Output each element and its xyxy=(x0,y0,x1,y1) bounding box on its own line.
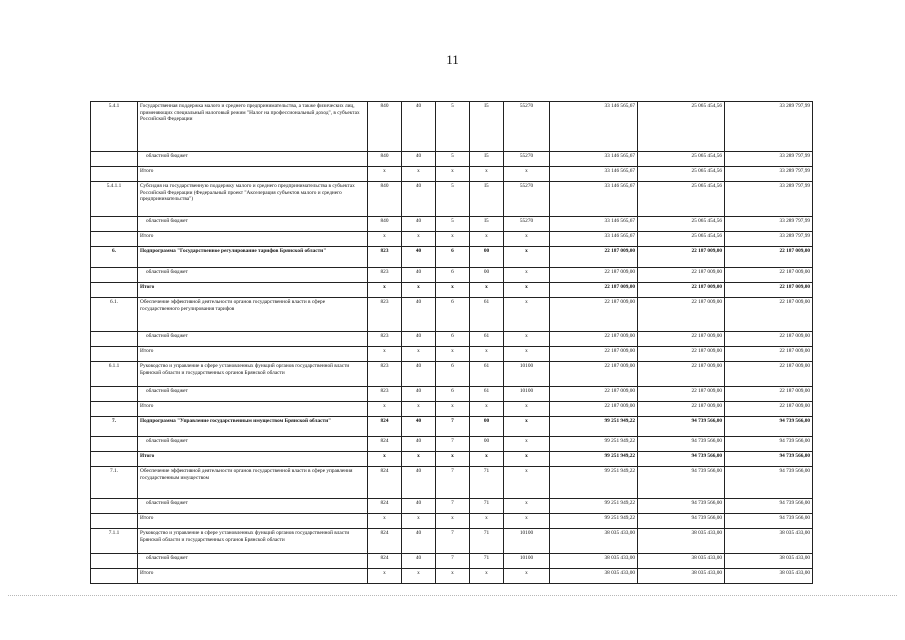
cell-item-name: Субсидия на государственную поддержку малого и среднего предпринимательства в субъектах Российской Федерации (Федеральный проект "Акселерация субъектов малого и среднего предпринимательства") xyxy=(138,182,368,217)
cell-amount-2: 38 035 433,00 xyxy=(638,554,725,569)
table-row xyxy=(91,152,813,167)
cell-amount-3: 22 187 009,00 xyxy=(725,283,813,298)
cell-code-2: x xyxy=(402,452,436,467)
cell-amount-1: 33 146 565,67 xyxy=(550,167,638,182)
cell-amount-1: 22 187 009,00 xyxy=(550,283,638,298)
cell-amount-2: 94 739 566,00 xyxy=(638,499,725,514)
cell-code-5: x xyxy=(504,437,550,452)
cell-code-2: 40 xyxy=(402,102,436,152)
cell-amount-1: 22 187 009,00 xyxy=(550,387,638,402)
table-row xyxy=(91,362,813,387)
page-number: 11 xyxy=(446,52,459,67)
table-row xyxy=(91,182,813,217)
cell-code-5: 55270 xyxy=(504,102,550,152)
cell-code-1: 823 xyxy=(368,247,402,268)
cell-code-3: x xyxy=(436,514,470,529)
cell-item-name: Итого xyxy=(138,452,368,467)
cell-code-1: x xyxy=(368,283,402,298)
table-row xyxy=(91,402,813,417)
cell-amount-1: 33 146 565,67 xyxy=(550,152,638,167)
cell-amount-3: 38 035 433,00 xyxy=(725,569,813,584)
cell-amount-1: 22 187 009,00 xyxy=(550,332,638,347)
cell-amount-2: 38 035 433,00 xyxy=(638,569,725,584)
cell-item-number xyxy=(91,217,138,232)
cell-code-2: 40 xyxy=(402,387,436,402)
cell-amount-3: 33 289 797,99 xyxy=(725,152,813,167)
cell-code-2: 40 xyxy=(402,499,436,514)
cell-code-2: 40 xyxy=(402,437,436,452)
cell-amount-2: 25 065 454,56 xyxy=(638,232,725,247)
cell-code-2: 40 xyxy=(402,217,436,232)
cell-code-5: x xyxy=(504,167,550,182)
cell-amount-1: 99 251 949,22 xyxy=(550,452,638,467)
cell-code-4: 61 xyxy=(470,298,504,332)
cell-code-1: 824 xyxy=(368,529,402,554)
cell-code-2: 40 xyxy=(402,298,436,332)
cell-amount-1: 33 146 565,67 xyxy=(550,102,638,152)
cell-item-number: 5.4.1.1 xyxy=(91,182,138,217)
cell-amount-1: 22 187 009,00 xyxy=(550,268,638,283)
cell-code-1: 840 xyxy=(368,182,402,217)
cell-code-4: I5 xyxy=(470,182,504,217)
cell-code-3: 5 xyxy=(436,182,470,217)
cell-amount-3: 22 187 009,00 xyxy=(725,402,813,417)
cell-amount-3: 94 739 566,00 xyxy=(725,514,813,529)
cell-amount-3: 33 289 797,99 xyxy=(725,232,813,247)
cell-amount-3: 33 289 797,99 xyxy=(725,182,813,217)
cell-code-5: x xyxy=(504,232,550,247)
cell-code-3: x xyxy=(436,232,470,247)
cell-amount-3: 22 187 009,00 xyxy=(725,387,813,402)
cell-amount-2: 22 187 009,00 xyxy=(638,247,725,268)
cell-code-5: 10100 xyxy=(504,554,550,569)
cell-amount-3: 94 739 566,00 xyxy=(725,452,813,467)
cell-amount-1: 22 187 009,00 xyxy=(550,247,638,268)
cell-code-4: x xyxy=(470,514,504,529)
cell-code-4: 71 xyxy=(470,529,504,554)
cell-code-1: x xyxy=(368,514,402,529)
cell-code-3: x xyxy=(436,402,470,417)
cell-code-3: 5 xyxy=(436,152,470,167)
cell-amount-1: 33 146 565,67 xyxy=(550,217,638,232)
cell-item-name: Итого xyxy=(138,283,368,298)
cell-item-name: Итого xyxy=(138,347,368,362)
cell-amount-2: 38 035 433,00 xyxy=(638,529,725,554)
cell-amount-2: 22 187 009,00 xyxy=(638,332,725,347)
cell-code-1: 824 xyxy=(368,499,402,514)
cell-code-3: 6 xyxy=(436,298,470,332)
cell-amount-2: 94 739 566,00 xyxy=(638,437,725,452)
cell-amount-3: 94 739 566,00 xyxy=(725,499,813,514)
cell-item-name: областной бюджет xyxy=(138,332,368,347)
cell-code-5: 10100 xyxy=(504,362,550,387)
cell-amount-2: 94 739 566,00 xyxy=(638,452,725,467)
cell-code-2: 40 xyxy=(402,152,436,167)
cell-code-2: x xyxy=(402,167,436,182)
cell-amount-2: 22 187 009,00 xyxy=(638,347,725,362)
cell-item-name: областной бюджет xyxy=(138,217,368,232)
cell-code-3: x xyxy=(436,167,470,182)
cell-code-5: 55270 xyxy=(504,217,550,232)
cell-code-4: x xyxy=(470,232,504,247)
cell-amount-3: 94 739 566,00 xyxy=(725,467,813,499)
cell-amount-2: 25 065 454,56 xyxy=(638,102,725,152)
cell-code-1: 823 xyxy=(368,362,402,387)
cell-amount-1: 99 251 949,22 xyxy=(550,417,638,437)
cell-code-5: x xyxy=(504,499,550,514)
cell-code-4: x xyxy=(470,167,504,182)
cell-item-number xyxy=(91,332,138,347)
cell-amount-3: 22 187 009,00 xyxy=(725,347,813,362)
cell-code-4: 61 xyxy=(470,332,504,347)
cell-code-5: x xyxy=(504,283,550,298)
cell-code-1: x xyxy=(368,569,402,584)
cell-amount-2: 22 187 009,00 xyxy=(638,298,725,332)
table-row xyxy=(91,467,813,499)
cell-code-5: x xyxy=(504,467,550,499)
cell-code-3: 5 xyxy=(436,217,470,232)
cell-item-number xyxy=(91,167,138,182)
cell-code-5: x xyxy=(504,347,550,362)
cell-code-5: x xyxy=(504,268,550,283)
cell-code-2: x xyxy=(402,283,436,298)
cell-code-5: x xyxy=(504,247,550,268)
cell-code-4: x xyxy=(470,402,504,417)
cell-item-name: областной бюджет xyxy=(138,268,368,283)
cell-item-number xyxy=(91,437,138,452)
cell-amount-3: 22 187 009,00 xyxy=(725,362,813,387)
budget-table-body xyxy=(91,102,813,584)
cell-amount-1: 22 187 009,00 xyxy=(550,402,638,417)
table-row xyxy=(91,167,813,182)
cell-amount-2: 25 065 454,56 xyxy=(638,217,725,232)
cell-code-3: 6 xyxy=(436,362,470,387)
cell-amount-1: 38 035 433,00 xyxy=(550,529,638,554)
cell-amount-2: 22 187 009,00 xyxy=(638,283,725,298)
cell-code-4: I5 xyxy=(470,217,504,232)
cell-item-number xyxy=(91,569,138,584)
cell-item-name: Подпрограмма "Управление государственным имуществом Брянской области" xyxy=(138,417,368,437)
cell-item-name: областной бюджет xyxy=(138,152,368,167)
cell-item-number xyxy=(91,499,138,514)
cell-code-5: x xyxy=(504,514,550,529)
cell-code-3: x xyxy=(436,452,470,467)
cell-code-4: 71 xyxy=(470,554,504,569)
cell-code-1: x xyxy=(368,167,402,182)
cell-code-3: x xyxy=(436,283,470,298)
cell-item-name: областной бюджет xyxy=(138,554,368,569)
cell-code-5: x xyxy=(504,332,550,347)
cell-code-3: 6 xyxy=(436,247,470,268)
cell-amount-1: 99 251 949,22 xyxy=(550,437,638,452)
table-row xyxy=(91,417,813,437)
cell-code-3: x xyxy=(436,347,470,362)
cell-code-3: x xyxy=(436,569,470,584)
cell-amount-3: 33 289 797,99 xyxy=(725,102,813,152)
cell-code-3: 6 xyxy=(436,268,470,283)
cell-amount-2: 22 187 009,00 xyxy=(638,362,725,387)
cell-item-name: Итого xyxy=(138,514,368,529)
cell-item-number xyxy=(91,402,138,417)
cell-amount-1: 99 251 949,22 xyxy=(550,467,638,499)
cell-code-4: x xyxy=(470,347,504,362)
cell-code-1: 824 xyxy=(368,554,402,569)
cell-amount-2: 94 739 566,00 xyxy=(638,417,725,437)
table-row xyxy=(91,554,813,569)
cell-code-1: 840 xyxy=(368,102,402,152)
cell-code-2: 40 xyxy=(402,268,436,283)
cell-item-number xyxy=(91,347,138,362)
cell-code-4: 00 xyxy=(470,437,504,452)
cell-code-2: 40 xyxy=(402,467,436,499)
cell-code-3: 7 xyxy=(436,437,470,452)
cell-amount-3: 22 187 009,00 xyxy=(725,268,813,283)
cell-code-4: x xyxy=(470,452,504,467)
cell-amount-3: 33 289 797,99 xyxy=(725,167,813,182)
table-row xyxy=(91,499,813,514)
cell-code-2: 40 xyxy=(402,529,436,554)
table-row xyxy=(91,514,813,529)
cell-code-1: 823 xyxy=(368,298,402,332)
cell-code-4: x xyxy=(470,283,504,298)
table-row xyxy=(91,268,813,283)
cell-code-1: x xyxy=(368,402,402,417)
cell-code-5: x xyxy=(504,569,550,584)
cell-amount-1: 22 187 009,00 xyxy=(550,362,638,387)
cell-item-name: областной бюджет xyxy=(138,387,368,402)
cell-code-2: 40 xyxy=(402,332,436,347)
cell-amount-1: 33 146 565,67 xyxy=(550,182,638,217)
cell-amount-2: 94 739 566,00 xyxy=(638,467,725,499)
cell-code-3: 6 xyxy=(436,332,470,347)
cell-amount-3: 38 035 433,00 xyxy=(725,529,813,554)
cell-item-number: 7.1. xyxy=(91,467,138,499)
cell-code-4: 71 xyxy=(470,467,504,499)
cell-code-5: x xyxy=(504,452,550,467)
cell-amount-2: 25 065 454,56 xyxy=(638,167,725,182)
cell-item-number: 7. xyxy=(91,417,138,437)
cell-amount-3: 38 035 433,00 xyxy=(725,554,813,569)
cell-item-name: Итого xyxy=(138,402,368,417)
cell-item-number xyxy=(91,514,138,529)
cell-code-4: 00 xyxy=(470,417,504,437)
cell-item-name: Итого xyxy=(138,232,368,247)
cell-amount-3: 22 187 009,00 xyxy=(725,298,813,332)
cell-item-number xyxy=(91,554,138,569)
cell-code-5: 10100 xyxy=(504,387,550,402)
cell-item-number: 6.1.1 xyxy=(91,362,138,387)
table-row xyxy=(91,298,813,332)
cell-item-name: областной бюджет xyxy=(138,437,368,452)
cell-item-number xyxy=(91,232,138,247)
cell-amount-1: 38 035 433,00 xyxy=(550,569,638,584)
cell-amount-1: 99 251 949,22 xyxy=(550,514,638,529)
cell-code-5: x xyxy=(504,417,550,437)
scan-edge-line xyxy=(8,595,897,597)
cell-item-number xyxy=(91,387,138,402)
cell-item-number xyxy=(91,283,138,298)
cell-code-2: 40 xyxy=(402,362,436,387)
cell-code-4: I5 xyxy=(470,102,504,152)
cell-code-4: I5 xyxy=(470,152,504,167)
cell-code-2: x xyxy=(402,514,436,529)
cell-item-number xyxy=(91,152,138,167)
cell-item-name: Обеспечение эффективной деятельности органов государственной власти в сфере государственного регулирования тарифов xyxy=(138,298,368,332)
cell-code-4: 61 xyxy=(470,387,504,402)
cell-code-1: 824 xyxy=(368,467,402,499)
cell-item-number: 5.4.1 xyxy=(91,102,138,152)
cell-code-3: 7 xyxy=(436,554,470,569)
cell-amount-3: 94 739 566,00 xyxy=(725,437,813,452)
cell-amount-3: 22 187 009,00 xyxy=(725,247,813,268)
cell-amount-1: 33 146 565,67 xyxy=(550,232,638,247)
cell-code-3: 7 xyxy=(436,529,470,554)
cell-code-4: 00 xyxy=(470,247,504,268)
cell-code-5: 55270 xyxy=(504,182,550,217)
cell-amount-3: 94 739 566,00 xyxy=(725,417,813,437)
cell-amount-1: 22 187 009,00 xyxy=(550,298,638,332)
cell-code-1: x xyxy=(368,347,402,362)
cell-code-5: 55270 xyxy=(504,152,550,167)
cell-code-2: x xyxy=(402,402,436,417)
cell-code-2: x xyxy=(402,232,436,247)
cell-amount-1: 22 187 009,00 xyxy=(550,347,638,362)
table-row xyxy=(91,529,813,554)
cell-code-1: 824 xyxy=(368,437,402,452)
cell-item-name: областной бюджет xyxy=(138,499,368,514)
cell-item-number xyxy=(91,268,138,283)
cell-item-number xyxy=(91,452,138,467)
cell-code-3: 5 xyxy=(436,102,470,152)
cell-amount-3: 22 187 009,00 xyxy=(725,332,813,347)
table-row xyxy=(91,217,813,232)
cell-code-1: x xyxy=(368,232,402,247)
cell-code-1: 823 xyxy=(368,268,402,283)
cell-item-name: Руководство и управление в сфере установленных функций органов государственной власти Брянской области и государственных органов Брянской области xyxy=(138,529,368,554)
cell-amount-2: 94 739 566,00 xyxy=(638,514,725,529)
cell-amount-2: 25 065 454,56 xyxy=(638,152,725,167)
cell-amount-1: 99 251 949,22 xyxy=(550,499,638,514)
cell-amount-2: 22 187 009,00 xyxy=(638,387,725,402)
cell-code-4: 61 xyxy=(470,362,504,387)
cell-item-name: Итого xyxy=(138,569,368,584)
cell-code-5: 10100 xyxy=(504,529,550,554)
cell-code-2: 40 xyxy=(402,247,436,268)
cell-item-name: Итого xyxy=(138,167,368,182)
cell-code-3: 6 xyxy=(436,387,470,402)
table-row xyxy=(91,102,813,152)
cell-code-3: 7 xyxy=(436,467,470,499)
cell-code-2: x xyxy=(402,569,436,584)
cell-amount-2: 22 187 009,00 xyxy=(638,402,725,417)
cell-code-2: x xyxy=(402,347,436,362)
cell-code-1: x xyxy=(368,452,402,467)
cell-item-number: 6.1. xyxy=(91,298,138,332)
cell-item-name: Руководство и управление в сфере установленных функций органов государственной власти Брянской области и государственных органов Брянской области xyxy=(138,362,368,387)
cell-code-1: 840 xyxy=(368,152,402,167)
table-row xyxy=(91,232,813,247)
cell-amount-1: 38 035 433,00 xyxy=(550,554,638,569)
table-row xyxy=(91,437,813,452)
cell-code-1: 823 xyxy=(368,387,402,402)
cell-code-1: 840 xyxy=(368,217,402,232)
table-row xyxy=(91,247,813,268)
cell-code-4: 00 xyxy=(470,268,504,283)
cell-amount-2: 25 065 454,56 xyxy=(638,182,725,217)
cell-code-2: 40 xyxy=(402,417,436,437)
cell-item-number: 7.1.1 xyxy=(91,529,138,554)
cell-item-number: 6. xyxy=(91,247,138,268)
cell-code-2: 40 xyxy=(402,554,436,569)
table-row xyxy=(91,387,813,402)
budget-table xyxy=(90,101,813,584)
table-row xyxy=(91,569,813,584)
cell-amount-3: 33 289 797,99 xyxy=(725,217,813,232)
cell-code-5: x xyxy=(504,402,550,417)
cell-amount-2: 22 187 009,00 xyxy=(638,268,725,283)
table-row xyxy=(91,332,813,347)
cell-code-4: x xyxy=(470,569,504,584)
cell-item-name: Подпрограмма "Государственное регулирование тарифов Брянской области" xyxy=(138,247,368,268)
cell-code-5: x xyxy=(504,298,550,332)
cell-item-name: Государственная поддержка малого и среднего предпринимательства, а также физических лиц, применяющих специальный налоговый режим "Налог на профессиональный доход", в субъектах Российской Федерации xyxy=(138,102,368,152)
cell-code-4: 71 xyxy=(470,499,504,514)
table-row xyxy=(91,347,813,362)
cell-code-3: 7 xyxy=(436,499,470,514)
cell-code-1: 824 xyxy=(368,417,402,437)
cell-code-3: 7 xyxy=(436,417,470,437)
cell-code-2: 40 xyxy=(402,182,436,217)
table-row xyxy=(91,283,813,298)
table-row xyxy=(91,452,813,467)
cell-item-name: Обеспечение эффективной деятельности органов государственной власти в сфере управления государственным имуществом xyxy=(138,467,368,499)
cell-code-1: 823 xyxy=(368,332,402,347)
